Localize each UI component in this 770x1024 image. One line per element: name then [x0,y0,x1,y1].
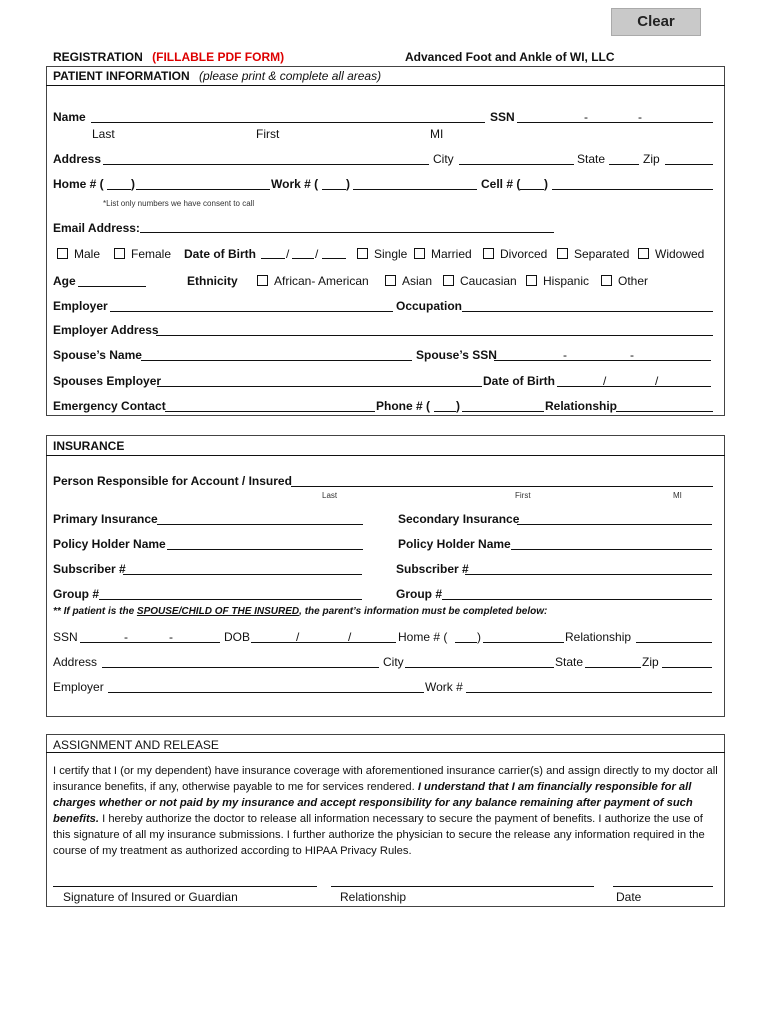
female-option[interactable]: Female [114,247,171,261]
patient-info-box [46,66,725,416]
assignment-relationship-label: Relationship [340,890,407,904]
parent-address-field[interactable] [102,667,379,668]
policy-holder-label-2: Policy Holder Name [398,537,511,551]
spouses-employer-label: Spouses Employer [53,374,162,388]
female-checkbox [114,248,125,259]
parent-relationship-field[interactable] [636,642,712,643]
employer-field[interactable] [110,311,393,312]
spouse-dob-label: Date of Birth [483,374,555,388]
secondary-insurance-label: Secondary Insurance [398,512,520,526]
emergency-phone-label: Phone # ( [376,399,431,413]
email-field[interactable] [140,232,554,233]
registration-title: REGISTRATION (FILLABLE PDF FORM) [53,50,285,64]
primary-insurance-label: Primary Insurance [53,512,158,526]
group-label-1: Group # [53,587,100,601]
parent-employer-label: Employer [53,680,104,694]
widowed-option[interactable]: Widowed [638,247,704,261]
parent-dob-label: DOB [224,630,251,644]
parent-address-label: Address [53,655,98,669]
name-label: Name [53,110,86,124]
cell-phone-label: Cell # ( [481,177,521,191]
age-field[interactable] [78,286,146,287]
spouses-employer-field[interactable] [157,386,482,387]
parent-city-field[interactable] [405,667,554,668]
person-responsible-label: Person Responsible for Account / Insured [53,474,292,488]
ethnicity-label: Ethnicity [187,274,238,288]
employer-address-field[interactable] [156,335,713,336]
zip-label: Zip [643,152,660,166]
ssn-label: SSN [490,110,515,124]
spouse-dob-field[interactable] [557,386,711,387]
policy-holder-field-1[interactable] [167,549,363,550]
person-responsible-field[interactable] [291,486,713,487]
parent-ssn-label: SSN [53,630,78,644]
email-label: Email Address: [53,221,140,235]
parent-home-label: Home # ( [398,630,448,644]
clear-button[interactable]: Clear [611,8,701,36]
first-label: First [256,127,280,141]
last-label: Last [92,127,115,141]
parent-home-field[interactable] [483,642,564,643]
home-phone-field[interactable] [136,189,270,190]
age-label: Age [53,274,76,288]
zip-field[interactable] [665,164,713,165]
employer-label: Employer [53,299,108,313]
address-field[interactable] [103,164,429,165]
assignment-text: I certify that I (or my dependent) have insurance coverage with aforementioned insurance carrier(s) and assign directly to my doctor all insurance benefits, if any, otherwise payable to me for services rendered. I understand that I am financially responsible for all charges whether or not paid by my insurance and accept responsibility for any balance remaining after payment of such benefits. I hereby authorize the doctor to release all information necessary to secure the payment of benefits. I authorize the use of this signature of all my insurance submissions. I further authorize the physician to secure the release any information required in the course of my treatment as authorized according to HIPAA Privacy Rules. [53,765,718,857]
emergency-phone-field[interactable] [462,411,544,412]
parent-city-label: City [383,655,404,669]
insurance-title: INSURANCE [53,439,125,453]
parent-work-field[interactable] [466,692,712,693]
other-option[interactable]: Other [601,274,648,288]
subscriber-label-1: Subscriber # [53,562,126,576]
name-field[interactable] [91,122,485,123]
parent-work-label: Work # [425,680,463,694]
fillable-label: (FILLABLE PDF FORM) [152,50,285,64]
spouse-child-note: ** If patient is the SPOUSE/CHILD OF THE INSURED, the parent’s information must be completed below: [53,606,548,617]
consent-note: *List only numbers we have consent to call [103,199,255,208]
ssn-field[interactable] [517,122,713,123]
dob-label: Date of Birth [184,247,256,261]
parent-relationship-label: Relationship [565,630,632,644]
date-label: Date [616,890,642,904]
spouse-ssn-field[interactable] [494,360,711,361]
caucasian-option[interactable]: Caucasian [443,274,517,288]
assignment-relationship-field[interactable] [331,886,594,887]
state-label: State [577,152,606,166]
city-field[interactable] [459,164,574,165]
signature-label: Signature of Insured or Guardian [63,890,238,904]
parent-state-label: State [555,655,584,669]
patient-info-header: PATIENT INFORMATION (please print & complete all areas) [53,69,382,83]
clinic-name: Advanced Foot and Ankle of WI, LLC [405,50,615,64]
emergency-relationship-field[interactable] [616,411,713,412]
subscriber-field-2[interactable] [465,574,712,575]
group-label-2: Group # [396,587,443,601]
parent-zip-label: Zip [642,655,659,669]
dob-year[interactable] [322,258,346,259]
parent-employer-field[interactable] [108,692,424,693]
parent-zip-field[interactable] [662,667,712,668]
emergency-relationship-label: Relationship [545,399,618,413]
subscriber-label-2: Subscriber # [396,562,469,576]
date-field[interactable] [613,886,713,887]
married-option[interactable]: Married [414,247,472,261]
city-label: City [433,152,454,166]
occupation-field[interactable] [462,311,713,312]
policy-holder-field-2[interactable] [511,549,712,550]
ins-mi-label: MI [673,491,682,500]
work-phone-label: Work # ( [271,177,319,191]
address-label: Address [53,152,102,166]
occupation-label: Occupation [396,299,463,313]
home-phone-label: Home # ( [53,177,104,191]
african-american-option[interactable]: African- American [257,274,369,288]
spouse-name-field[interactable] [141,360,412,361]
secondary-insurance-field[interactable] [517,524,712,525]
parent-ssn-field[interactable] [80,642,220,643]
group-field-2[interactable] [442,599,712,600]
spouse-name-label: Spouse’s Name [53,348,142,362]
assignment-title: ASSIGNMENT AND RELEASE [53,738,219,752]
separated-option[interactable]: Separated [557,247,629,261]
parent-dob-field[interactable] [251,642,396,643]
male-checkbox [57,248,68,259]
cell-phone-field[interactable] [552,189,713,190]
emergency-contact-field[interactable] [165,411,375,412]
emergency-contact-label: Emergency Contact [53,399,166,413]
parent-state-field[interactable] [585,667,641,668]
primary-insurance-field[interactable] [157,524,363,525]
divorced-option[interactable]: Divorced [483,247,547,261]
ins-last-label: Last [322,491,338,500]
subscriber-field-1[interactable] [123,574,362,575]
policy-holder-label-1: Policy Holder Name [53,537,166,551]
ins-first-label: First [515,491,531,500]
hispanic-option[interactable]: Hispanic [526,274,589,288]
male-option[interactable]: Male [57,247,100,261]
mi-label: MI [430,127,444,141]
signature-field[interactable] [53,886,317,887]
dob-month[interactable] [261,258,285,259]
state-field[interactable] [609,164,639,165]
single-option[interactable]: Single [357,247,407,261]
asian-option[interactable]: Asian [385,274,432,288]
dob-day[interactable] [292,258,314,259]
employer-address-label: Employer Address [53,323,159,337]
work-phone-field[interactable] [353,189,477,190]
spouse-ssn-label: Spouse’s SSN [416,348,497,362]
group-field-1[interactable] [99,599,362,600]
